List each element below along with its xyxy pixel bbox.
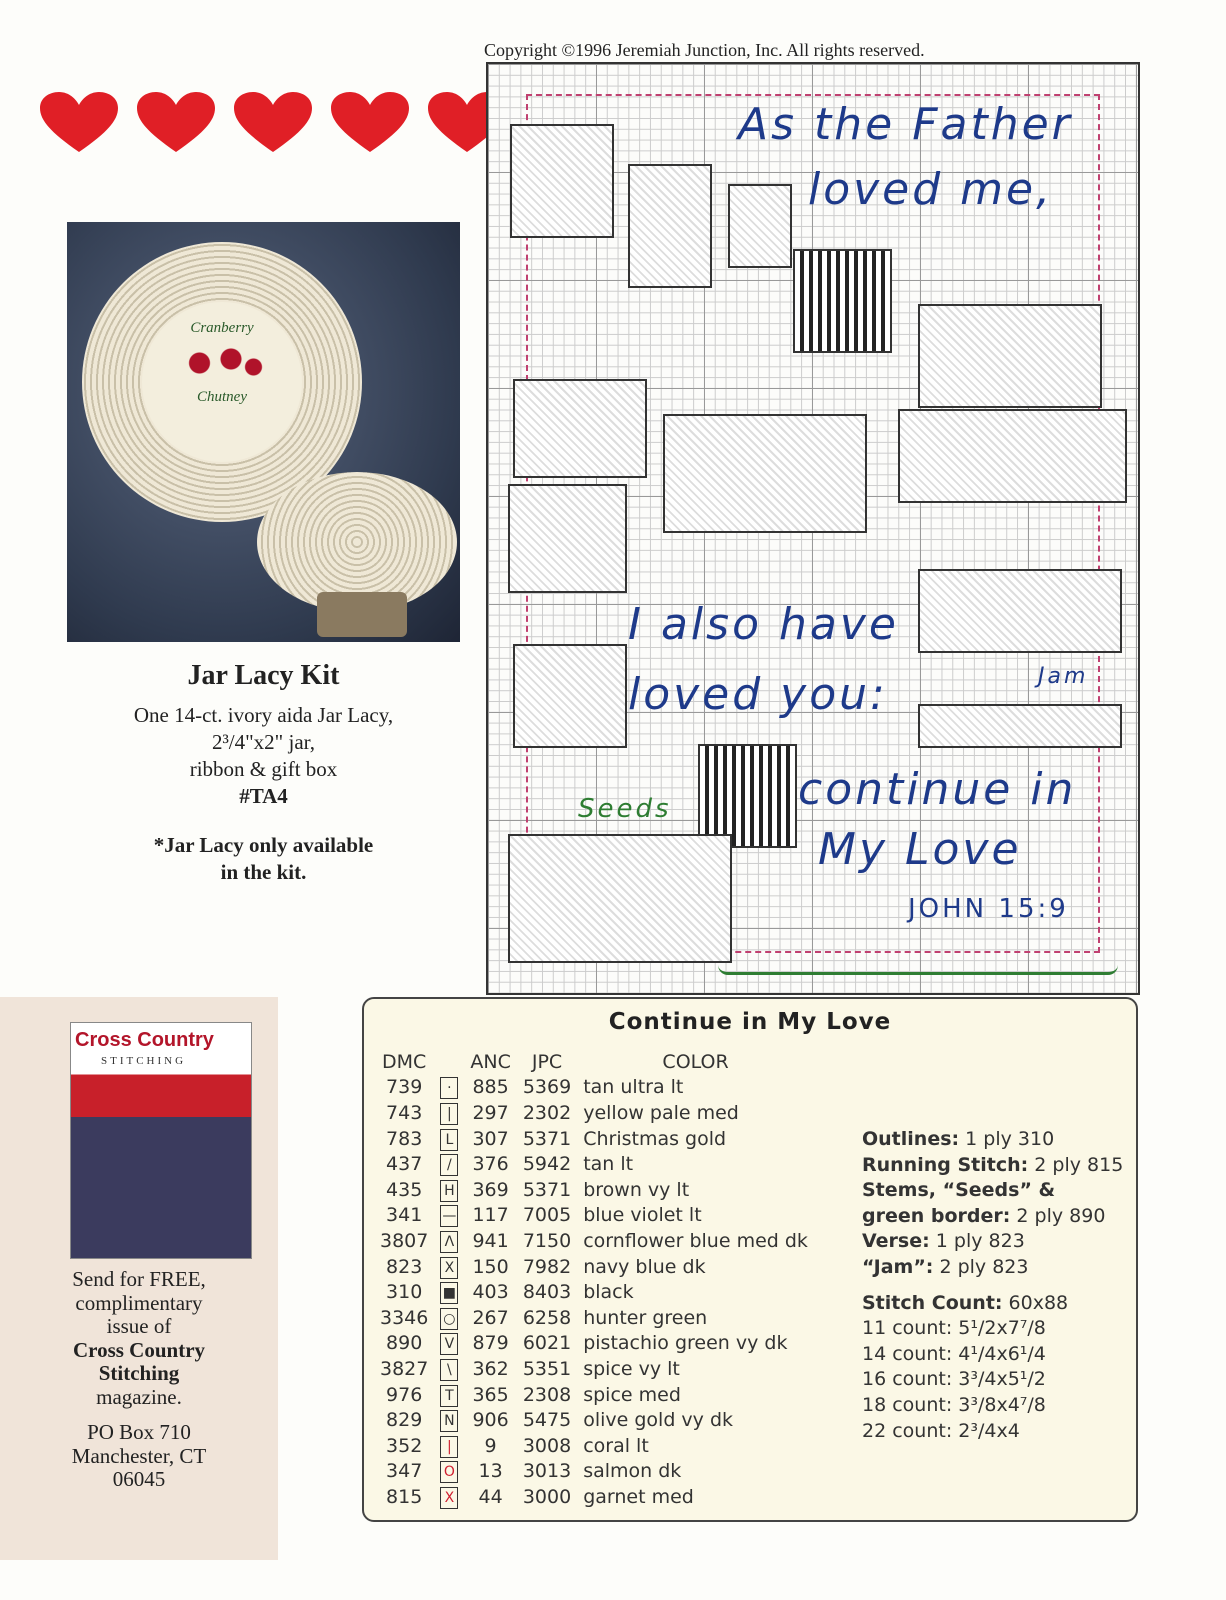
table-row xyxy=(374,1254,814,1280)
size-line: 22 count: 2³/4x4 xyxy=(862,1419,1020,1442)
heart-motif xyxy=(513,379,647,478)
color-name-cell: brown vy lt xyxy=(583,1178,690,1201)
note-value: 1 ply 823 xyxy=(935,1230,1025,1253)
anc-cell: 44 xyxy=(478,1485,503,1508)
table-row xyxy=(374,1075,814,1101)
magazine-subtitle: STITCHING xyxy=(101,1055,187,1067)
note-label: Outlines: xyxy=(862,1128,960,1150)
color-name-cell: black xyxy=(583,1281,634,1304)
dmc-cell: 739 xyxy=(386,1076,423,1099)
heart-icon xyxy=(40,92,118,154)
column-header: COLOR xyxy=(662,1050,729,1073)
table-row xyxy=(374,1177,814,1203)
note-value: 1 ply 310 xyxy=(965,1128,1055,1150)
dmc-cell: 823 xyxy=(386,1255,423,1278)
note-value: 2 ply 815 xyxy=(1034,1153,1124,1176)
color-name-cell: hunter green xyxy=(583,1306,708,1329)
column-header: DMC xyxy=(382,1050,427,1073)
note-value: 2 ply 823 xyxy=(939,1255,1029,1278)
verse-reference: JOHN 15:9 xyxy=(908,894,1069,924)
symbol: ○ xyxy=(440,1308,458,1330)
symbol-icon xyxy=(434,1433,464,1459)
note-line xyxy=(862,1229,1123,1255)
legend-title: Continue in My Love xyxy=(608,1009,892,1035)
jpc-cell: 3000 xyxy=(522,1485,572,1508)
jpc-cell: 5475 xyxy=(522,1409,572,1432)
offer-line: magazine. xyxy=(96,1384,182,1409)
kit-title: Jar Lacy Kit xyxy=(187,660,340,691)
offer-line: Cross Country xyxy=(72,1337,206,1362)
symbol: X xyxy=(440,1487,458,1509)
offer-line: Send for FREE, xyxy=(72,1267,206,1291)
heart-icon xyxy=(137,92,215,154)
symbol-icon xyxy=(434,1459,464,1485)
offer-line: Stitching xyxy=(98,1361,180,1385)
green-border xyxy=(718,958,1118,975)
offer-line: complimentary xyxy=(75,1290,203,1315)
heart-icon xyxy=(234,92,312,154)
anc-cell: 885 xyxy=(472,1076,509,1099)
jpc-cell: 3013 xyxy=(522,1460,572,1483)
anc-cell: 941 xyxy=(472,1229,509,1252)
verse-line: I also have xyxy=(628,599,899,650)
table-row xyxy=(374,1407,814,1433)
symbol: Λ xyxy=(440,1231,458,1253)
black-heart-motif xyxy=(793,249,892,353)
anc-cell: 403 xyxy=(472,1281,509,1304)
note-label: Verse: xyxy=(862,1230,930,1253)
seed-packet-motif xyxy=(508,834,732,963)
jar xyxy=(317,592,407,637)
table-row xyxy=(374,1305,814,1331)
dmc-cell: 976 xyxy=(386,1383,423,1406)
magazine-cover xyxy=(70,1022,252,1259)
table-row xyxy=(374,1203,814,1229)
symbol-icon xyxy=(434,1228,464,1254)
symbol-icon xyxy=(434,1331,464,1357)
heart-motif xyxy=(508,484,627,593)
color-name-cell: salmon dk xyxy=(583,1460,682,1483)
table-row xyxy=(374,1356,814,1382)
symbol: N xyxy=(440,1410,458,1432)
table-row xyxy=(374,1382,814,1408)
verse-line: continue in xyxy=(798,764,1077,815)
anc-cell: 297 xyxy=(472,1101,509,1124)
symbol-icon xyxy=(434,1151,464,1177)
kit-code: #TA4 xyxy=(239,784,288,808)
color-name-cell: blue violet lt xyxy=(583,1204,702,1227)
size-line: 16 count: 3³/4x5¹/2 xyxy=(862,1368,1046,1391)
jam-jar-motif xyxy=(918,569,1122,653)
pie-dish-motif xyxy=(898,409,1127,503)
dmc-cell: 890 xyxy=(386,1332,423,1355)
symbol: ■ xyxy=(440,1282,458,1304)
color-name-cell: cornflower blue med dk xyxy=(583,1229,808,1252)
size-line: 11 count: 5¹/2x7⁷/8 xyxy=(862,1317,1046,1340)
color-name-cell: spice med xyxy=(583,1383,681,1406)
table-row xyxy=(374,1279,814,1305)
dmc-cell: 435 xyxy=(386,1178,423,1201)
symbol-icon xyxy=(434,1279,464,1305)
symbol-icon xyxy=(434,1407,464,1433)
dmc-cell: 783 xyxy=(386,1127,423,1150)
color-table xyxy=(374,1049,814,1510)
copyright: Copyright ©1996 Jeremiah Junction, Inc. All rights reserved. xyxy=(484,40,925,60)
kit-line: One 14-ct. ivory aida Jar Lacy, xyxy=(133,703,394,727)
black-heart-motif xyxy=(698,744,797,848)
product-photo xyxy=(67,222,460,642)
dmc-cell: 829 xyxy=(386,1409,423,1432)
color-name-cell: Christmas gold xyxy=(583,1127,727,1150)
label-line: Chutney xyxy=(197,389,247,405)
jpc-cell: 7982 xyxy=(522,1255,572,1278)
offer-line: 06045 xyxy=(112,1467,166,1491)
symbol-icon xyxy=(434,1075,464,1101)
verse-line: My Love xyxy=(818,824,1022,875)
symbol: / xyxy=(440,1154,458,1176)
note-line xyxy=(862,1153,1123,1179)
symbol: · xyxy=(440,1077,458,1099)
note-label: “Jam”: xyxy=(862,1255,934,1278)
jam-label: Jam xyxy=(1038,664,1089,689)
table-row xyxy=(374,1331,814,1357)
kit-note: *Jar Lacy only available xyxy=(153,833,374,857)
stitch-notes xyxy=(862,1127,1123,1444)
jpc-cell: 6021 xyxy=(522,1332,572,1355)
dmc-cell: 347 xyxy=(386,1460,423,1483)
heart-motif xyxy=(728,184,792,268)
verse-line: loved you: xyxy=(628,669,888,720)
column-header xyxy=(434,1049,464,1075)
label-line: Cranberry xyxy=(190,320,254,336)
anc-cell: 267 xyxy=(472,1306,509,1329)
dmc-cell: 815 xyxy=(386,1485,423,1508)
symbol: T xyxy=(440,1385,458,1407)
anc-cell: 376 xyxy=(472,1153,509,1176)
jpc-cell: 7150 xyxy=(522,1229,572,1252)
symbol-icon xyxy=(434,1254,464,1280)
jpc-cell: 7005 xyxy=(522,1204,572,1227)
color-name-cell: tan ultra lt xyxy=(583,1076,684,1099)
stitch-count-value: 60x88 xyxy=(1008,1291,1069,1314)
dmc-cell: 437 xyxy=(386,1153,423,1176)
kit-note: in the kit. xyxy=(220,860,307,884)
symbol: V xyxy=(440,1333,458,1355)
note-line xyxy=(862,1127,1123,1153)
stitch-count-label: Stitch Count: xyxy=(862,1291,1003,1314)
anc-cell: 150 xyxy=(472,1255,509,1278)
symbol: O xyxy=(440,1461,458,1483)
jpc-cell: 5371 xyxy=(522,1178,572,1201)
jpc-cell: 6258 xyxy=(522,1306,572,1329)
dmc-cell: 3827 xyxy=(380,1357,429,1380)
jpc-cell: 5351 xyxy=(522,1357,572,1380)
heart-icon xyxy=(331,92,409,154)
cross-stitch-chart xyxy=(486,62,1140,995)
note-line xyxy=(862,1255,1123,1281)
offer-line: Manchester, CT xyxy=(71,1443,207,1468)
offer-line: issue of xyxy=(106,1314,172,1338)
spice-motif xyxy=(513,644,627,748)
dmc-cell: 310 xyxy=(386,1281,423,1304)
jpc-cell: 8403 xyxy=(522,1281,572,1304)
anc-cell: 13 xyxy=(478,1460,503,1483)
verse-line: As the Father xyxy=(738,99,1073,150)
color-name-cell: coral lt xyxy=(583,1434,649,1457)
dmc-cell: 352 xyxy=(386,1434,423,1457)
symbol: L xyxy=(440,1129,458,1151)
color-name-cell: yellow pale med xyxy=(583,1101,739,1124)
kit-line: 2³/4"x2" jar, xyxy=(211,730,316,754)
heart-motif xyxy=(510,124,614,238)
symbol: \ xyxy=(440,1359,458,1381)
note-label: Stems, “Seeds” & xyxy=(862,1179,1056,1202)
cranberry-motif xyxy=(177,343,267,383)
table-row xyxy=(374,1484,814,1510)
jpc-cell: 2308 xyxy=(522,1383,572,1406)
note-value: 2 ply 890 xyxy=(1016,1204,1106,1227)
jar-motif xyxy=(628,164,712,288)
symbol: H xyxy=(440,1180,458,1202)
stitch-count xyxy=(862,1291,1123,1317)
color-name-cell: garnet med xyxy=(583,1485,694,1508)
jar-motif xyxy=(663,414,867,533)
symbol-icon xyxy=(434,1100,464,1126)
symbol: | xyxy=(440,1436,458,1458)
symbol: X xyxy=(440,1257,458,1279)
color-name-cell: olive gold vy dk xyxy=(583,1409,734,1432)
symbol: | xyxy=(440,1103,458,1125)
table-row xyxy=(374,1100,814,1126)
note-label: Running Stitch: xyxy=(862,1153,1029,1176)
symbol-icon xyxy=(434,1203,464,1229)
dmc-cell: 743 xyxy=(386,1101,423,1124)
color-key xyxy=(362,997,1138,1522)
note-line xyxy=(862,1204,1123,1230)
jpc-cell: 2302 xyxy=(522,1101,572,1124)
offer-line: PO Box 710 xyxy=(87,1420,191,1444)
dmc-cell: 341 xyxy=(386,1204,423,1227)
table-row xyxy=(374,1433,814,1459)
table-row xyxy=(374,1459,814,1485)
anc-cell: 879 xyxy=(472,1332,509,1355)
anc-cell: 365 xyxy=(472,1383,509,1406)
anc-cell: 117 xyxy=(472,1204,509,1227)
table-row xyxy=(374,1228,814,1254)
symbol-icon xyxy=(434,1126,464,1152)
jam-jar-base-motif xyxy=(918,704,1122,748)
dmc-cell: 3807 xyxy=(380,1229,429,1252)
size-line: 18 count: 3³/8x4⁷/8 xyxy=(862,1393,1046,1416)
magazine-title: Cross Country xyxy=(75,1029,214,1051)
symbol-icon xyxy=(434,1356,464,1382)
jpc-cell: 5942 xyxy=(522,1153,572,1176)
note-line xyxy=(862,1178,1123,1204)
cranberry-chutney-label xyxy=(142,302,302,462)
table-row xyxy=(374,1151,814,1177)
kit-line: ribbon & gift box xyxy=(189,757,338,781)
column-header: JPC xyxy=(531,1050,563,1073)
color-name-cell: tan lt xyxy=(583,1153,634,1176)
symbol-icon xyxy=(434,1382,464,1408)
symbol-icon xyxy=(434,1484,464,1510)
jar-doily xyxy=(257,472,457,612)
verse-line: loved me, xyxy=(808,164,1054,215)
jpc-cell: 5371 xyxy=(522,1127,572,1150)
color-name-cell: spice vy lt xyxy=(583,1357,680,1380)
symbol-icon xyxy=(434,1305,464,1331)
anc-cell: 906 xyxy=(472,1409,509,1432)
kit-caption xyxy=(67,660,460,886)
table-row xyxy=(374,1126,814,1152)
jpc-cell: 5369 xyxy=(522,1076,572,1099)
anc-cell: 307 xyxy=(472,1127,509,1150)
anc-cell: 362 xyxy=(472,1357,509,1380)
note-label: green border: xyxy=(862,1204,1011,1227)
anc-cell: 369 xyxy=(472,1178,509,1201)
table-header xyxy=(374,1049,814,1075)
column-header: ANC xyxy=(470,1050,511,1073)
anc-cell: 9 xyxy=(484,1434,497,1457)
seeds-label: Seeds xyxy=(578,794,672,824)
jpc-cell: 3008 xyxy=(522,1434,572,1457)
dmc-cell: 3346 xyxy=(380,1306,429,1329)
color-name-cell: pistachio green vy dk xyxy=(583,1332,788,1355)
color-name-cell: navy blue dk xyxy=(583,1255,706,1278)
symbol-icon xyxy=(434,1177,464,1203)
symbol: — xyxy=(440,1205,458,1227)
size-line: 14 count: 4¹/4x6¹/4 xyxy=(862,1342,1046,1365)
pie-motif xyxy=(918,304,1102,408)
offer-text xyxy=(0,1268,298,1492)
